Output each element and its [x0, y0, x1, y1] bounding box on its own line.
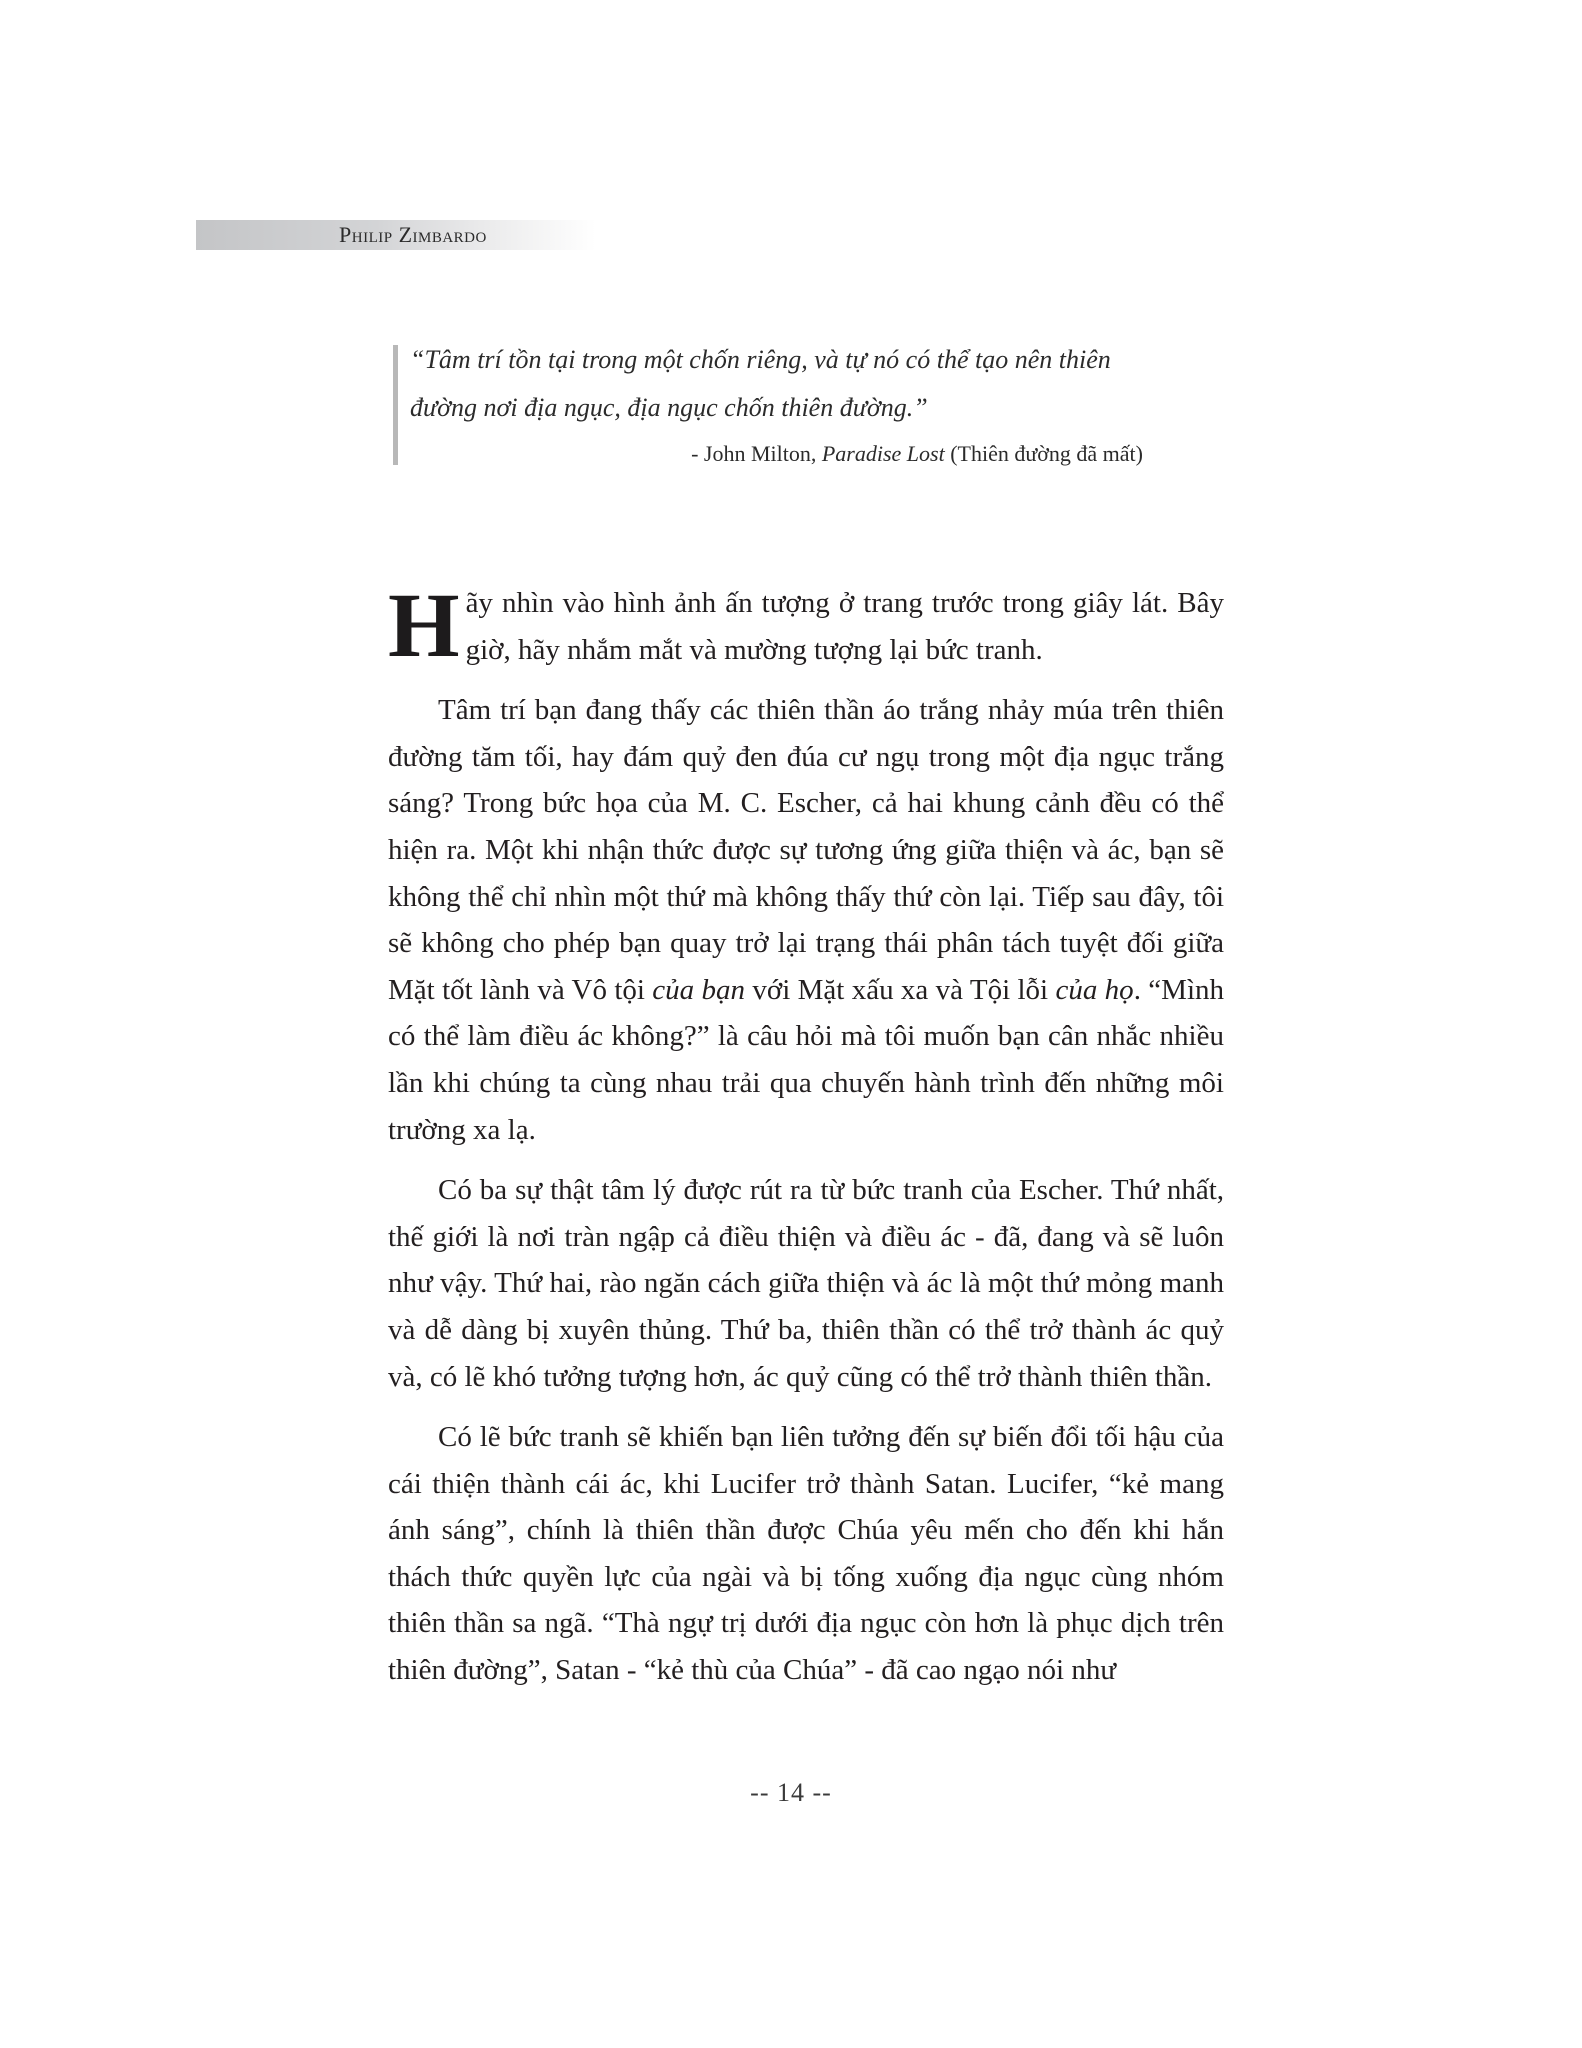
paragraph-1-text: ãy nhìn vào hình ảnh ấn tượng ở trang trước trong giây lát. Bây giờ, hãy nhắm mắt và mường tượng lại bức tranh.: [465, 587, 1224, 666]
paragraph-4: Có lẽ bức tranh sẽ khiến bạn liên tưởng đến sự biến đổi tối hậu của cái thiện thành cái ác, khi Lucifer trở thành Satan. Lucifer, “kẻ mang ánh sáng”, chính là thiên thần được Chúa yêu mến cho đến khi hắn thách thức quyền lực của ngài và bị tống xuống địa ngục cùng nhóm thiên thần sa ngã. “Thà ngự trị dưới địa ngục còn hơn là phục dịch trên thiên đường”, Satan - “kẻ thù của Chúa” - đã cao ngạo nói như: [388, 1421, 1224, 1687]
paragraph-2-text-c: . “Mình có thể làm điều ác không?” là câu hỏi mà tôi muốn bạn cân nhắc nhiều lần khi chúng ta cùng nhau trải qua chuyến hành trình đến những môi trường xa lạ.: [388, 973, 1225, 1146]
attribution-translation: (Thiên đường đã mất): [944, 441, 1143, 466]
attribution-author: - John Milton,: [691, 441, 822, 466]
paragraph-3: Có ba sự thật tâm lý được rút ra từ bức tranh của Escher. Thứ nhất, thế giới là nơi tràn ngập cả điều thiện và điều ác - đã, đang và sẽ luôn như vậy. Thứ hai, rào ngăn cách giữa thiện và ác là một thứ mỏng manh và dễ dàng bị xuyên thủng. Thứ ba, thiên thần có thể trở thành ác quỷ và, có lẽ khó tưởng tượng hơn, ác quỷ cũng có thể trở thành thiên thần.: [388, 1174, 1224, 1393]
epigraph-quote-line-1: “Tâm trí tồn tại trong một chốn riêng, và tự nó có thể tạo nên thiên: [410, 345, 1111, 374]
body-text: [388, 574, 1225, 1694]
page-number: -- 14 --: [750, 1778, 832, 1807]
drop-cap: H: [388, 574, 460, 676]
paragraph-2-text-b: với Mặt xấu xa và Tội lỗi: [745, 973, 1056, 1006]
paragraph-2-text-a: Tâm trí bạn đang thấy các thiên thần áo trắng nhảy múa trên thiên đường tăm tối, hay đám quỷ đen đúa cư ngụ trong một địa ngục trắng sáng? Trong bức họa của M. C. Escher, cả hai khung cảnh đều có thể hiện ra. Một khi nhận thức được sự tương ứng giữa thiện và ác, bạn sẽ không thể chỉ nhìn một thứ mà không thấy thứ còn lại. Tiếp sau đây, tôi sẽ không cho phép bạn quay trở lại trạng thái phân tách tuyệt đối giữa Mặt tốt lành và Vô tội: [388, 694, 1224, 1006]
paragraph-2: [388, 687, 1224, 1153]
epigraph-block: [393, 345, 1153, 465]
epigraph-rule: [393, 345, 398, 465]
epigraph-attribution: [691, 441, 1143, 467]
attribution-work-title: Paradise Lost: [821, 441, 945, 466]
paragraph-1: [388, 574, 1224, 676]
running-header-bar: [196, 220, 596, 250]
epigraph-quote-line-2: đường nơi địa ngục, địa ngục chốn thiên đường.”: [410, 393, 928, 422]
running-header-author: Philip Zimbardo: [339, 222, 487, 247]
paragraph-2-emphasis-a: của bạn: [652, 973, 746, 1006]
paragraph-2-emphasis-b: của họ: [1055, 973, 1134, 1006]
